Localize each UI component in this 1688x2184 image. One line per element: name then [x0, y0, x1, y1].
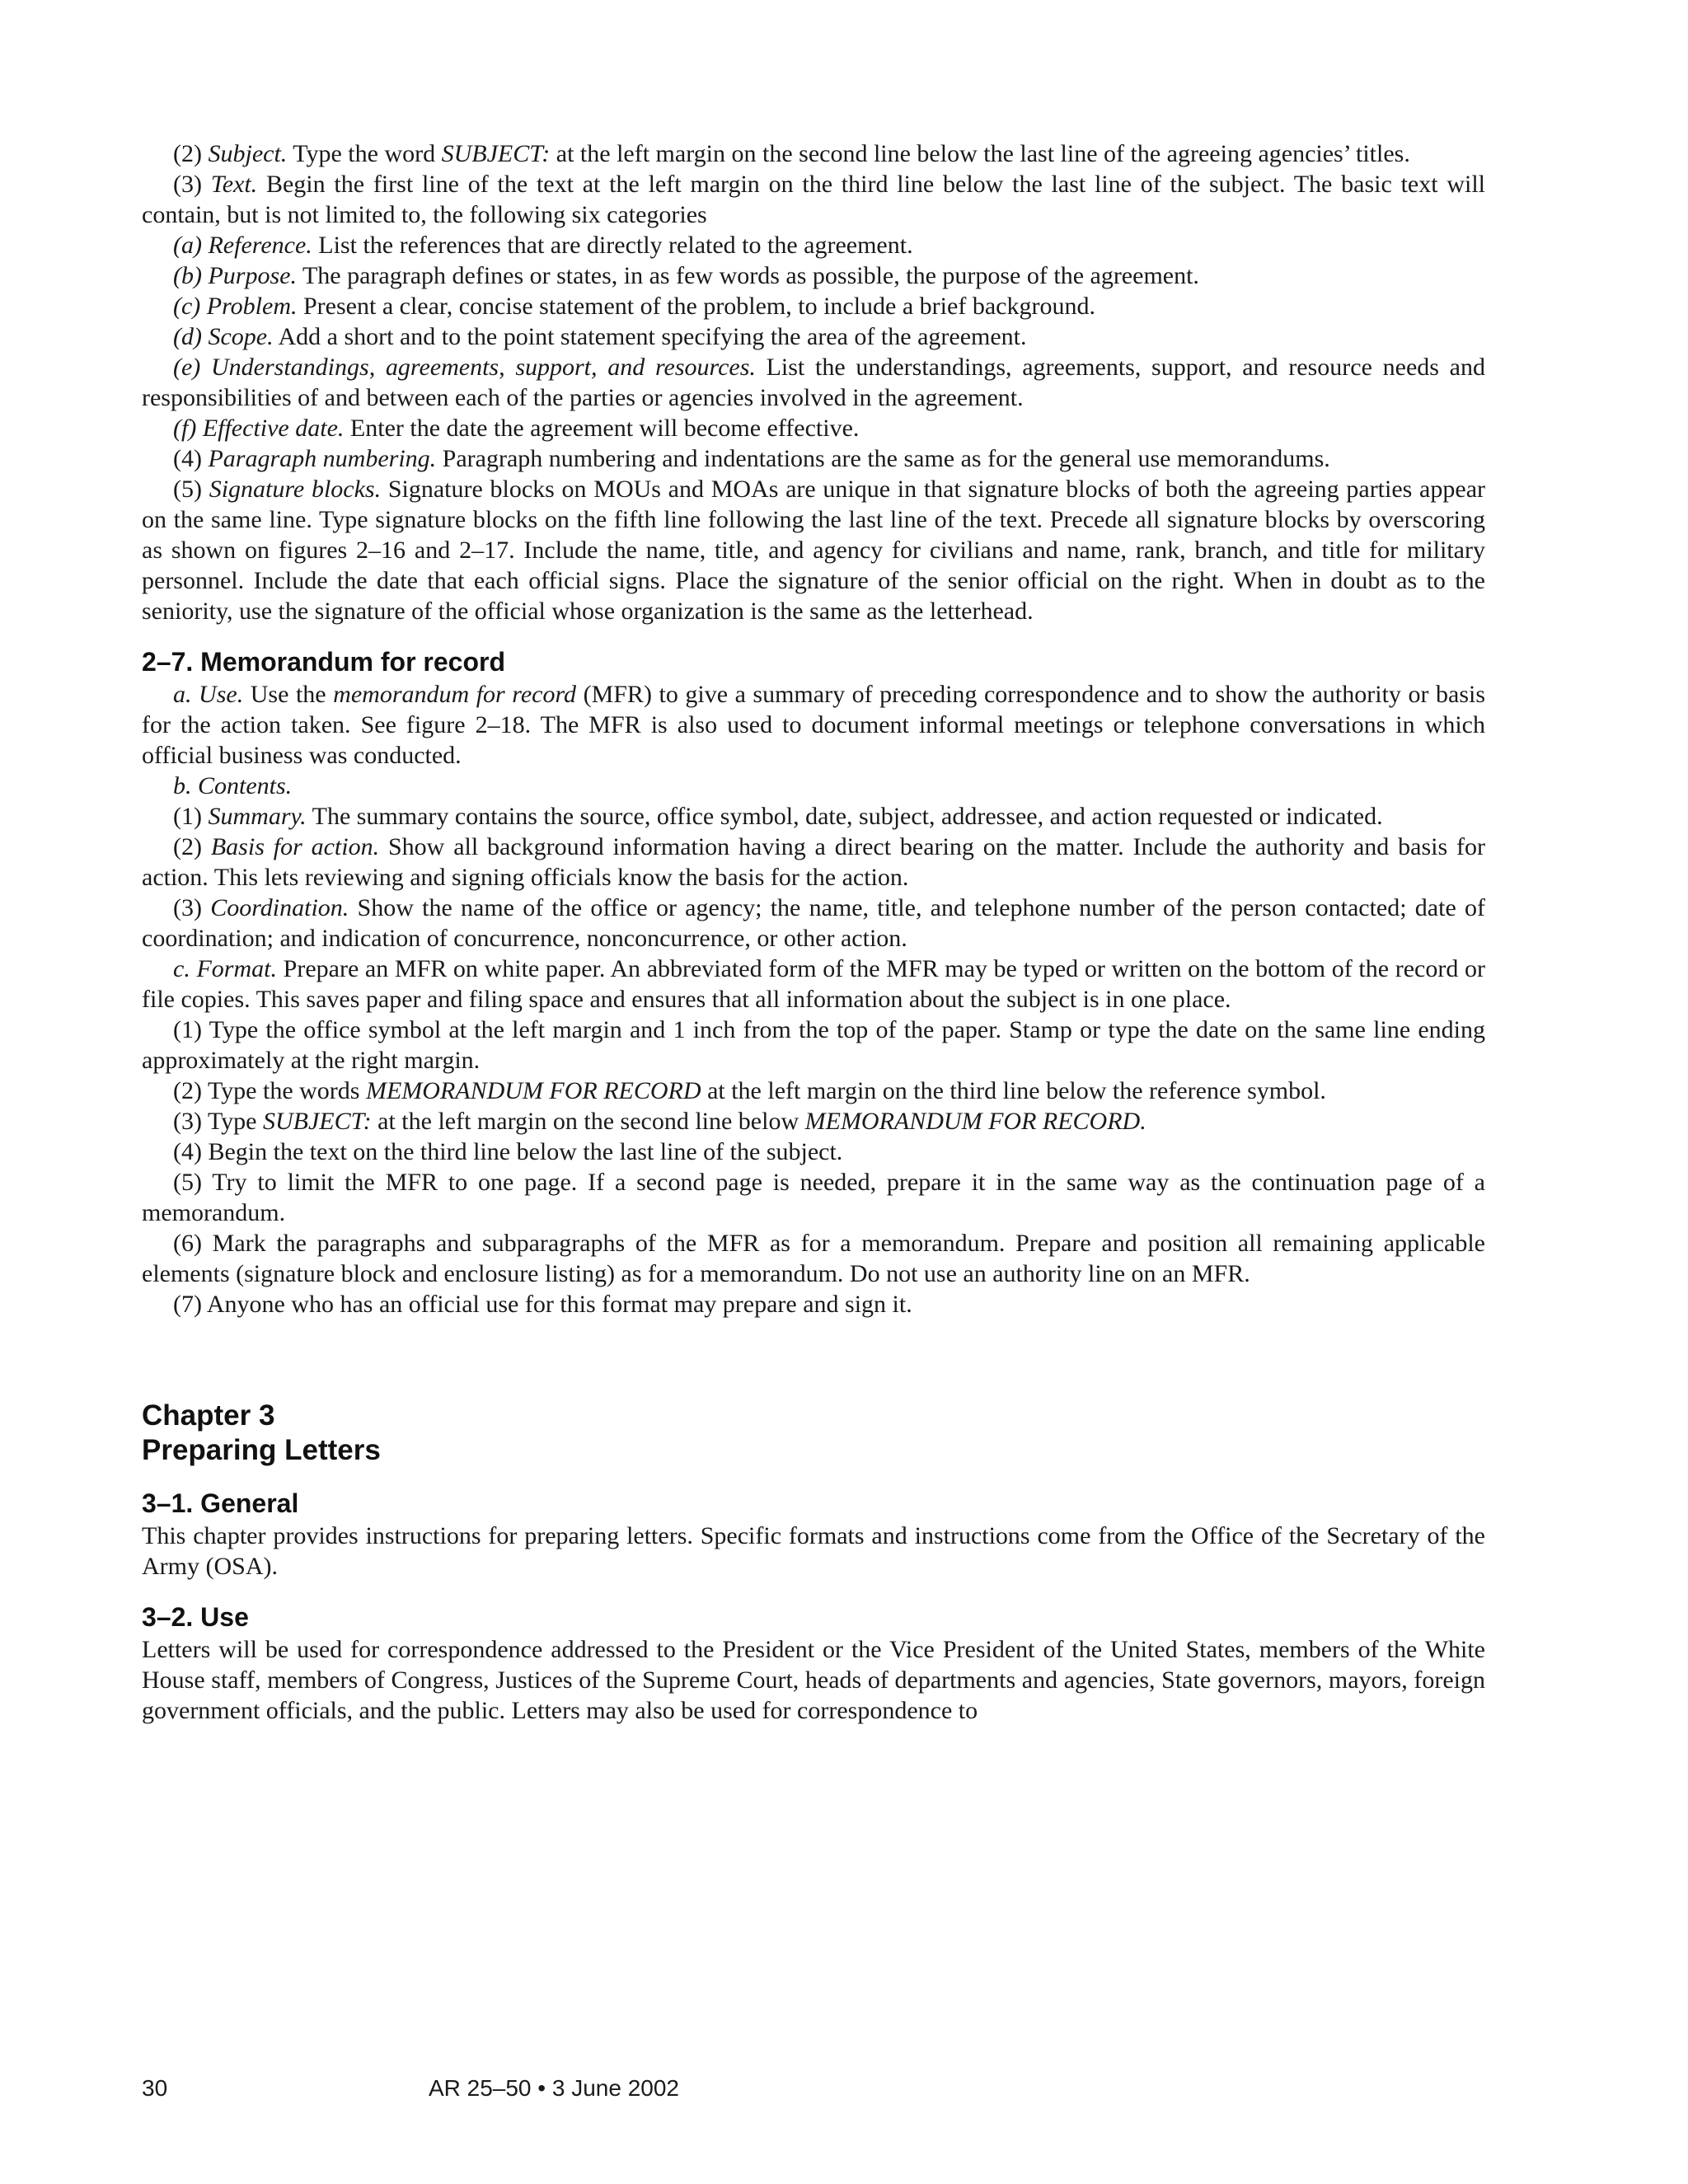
- paragraph-number: (2): [173, 140, 209, 167]
- italic-text: MEMORANDUM FOR RECORD.: [804, 1108, 1146, 1135]
- italic-text: SUBJECT:: [262, 1108, 372, 1135]
- paragraph-text: at the left margin on the second line below: [371, 1108, 805, 1135]
- paragraph-heading: (f) Effective date.: [173, 415, 345, 442]
- paragraph-heading: (d) Scope.: [173, 323, 274, 350]
- paragraph-number: (4): [173, 445, 209, 472]
- paragraph-heading: (a) Reference.: [173, 232, 312, 259]
- paragraph: [142, 413, 1485, 443]
- paragraph: [142, 1289, 1485, 1319]
- paragraph-number: (2): [173, 833, 211, 860]
- paragraph: [142, 771, 1485, 801]
- paragraph-text: Paragraph numbering and indentations are the same as for the general use memorandums.: [436, 445, 1330, 472]
- paragraph-text: List the references that are directly related to the agreement.: [312, 232, 913, 259]
- paragraph: This chapter provides instructions for preparing letters. Specific formats and instructions come from the Office of the Secretary of the Army (OSA).: [142, 1522, 1485, 1580]
- page-body: [142, 138, 1485, 1726]
- paragraph-text: (2) Type the words: [173, 1077, 366, 1104]
- paragraph: [142, 169, 1485, 230]
- page-footer: [142, 2075, 1485, 2108]
- paragraph-text: Begin the first line of the text at the left margin on the third line below the last line of the subject. The basic text will contain, but is not limited to, the following six categories: [142, 171, 1486, 228]
- paragraph-heading: (c) Problem.: [173, 293, 298, 320]
- paragraph-text: Present a clear, concise statement of the problem, to include a brief background.: [297, 293, 1095, 320]
- paragraph: [142, 138, 1485, 169]
- paragraph-text: Enter the date the agreement will become effective.: [344, 415, 860, 442]
- chapter-heading-line: Chapter 3: [142, 1399, 275, 1432]
- paragraph-text: (MFR) to give a summary of preceding correspondence and to show the authority or basis for the action taken. See figure 2–18. The MFR is also used to document informal meetings or telephone conversations in which official business was conducted.: [142, 681, 1486, 769]
- paragraph-text: (6) Mark the paragraphs and subparagraphs of the MFR as for a memorandum. Prepare and position all remaining applicable elements (signature block and enclosure listing) as for a memorandum. Do not use an authority line on an MFR.: [142, 1230, 1485, 1287]
- paragraph-heading: Coordination.: [210, 894, 349, 921]
- chapter-heading-line: Preparing Letters: [142, 1434, 381, 1466]
- document-identifier: AR 25–50 • 3 June 2002: [428, 2075, 680, 2101]
- paragraph-heading: Subject.: [208, 140, 288, 167]
- paragraph-text: List the understandings, agreements, support, and resource needs and responsibilities of and between each of the parties or agencies involved in the agreement.: [142, 354, 1485, 411]
- section-heading: 2–7. Memorandum for record: [142, 647, 505, 677]
- paragraph-text: The paragraph defines or states, in as few words as possible, the purpose of the agreement.: [296, 262, 1199, 289]
- paragraph-text: at the left margin on the third line below the reference symbol.: [701, 1077, 1326, 1104]
- paragraph: Letters will be used for correspondence addressed to the President or the Vice President of the United States, members of the White House staff, members of Congress, Justices of the Supreme Court, heads of departments and agencies, State governors, mayors, foreign government officials, and the public. Letters may also be used for correspondence to: [142, 1636, 1485, 1724]
- section-heading: 3–2. Use: [142, 1602, 249, 1632]
- paragraph-number: (1): [173, 803, 209, 830]
- paragraph-heading: b. Contents.: [173, 772, 293, 799]
- paragraph-text: (4) Begin the text on the third line below the last line of the subject.: [173, 1138, 843, 1165]
- italic-text: SUBJECT:: [441, 140, 551, 167]
- page-number: 30: [142, 2075, 168, 2101]
- paragraph: [142, 291, 1485, 321]
- paragraph-text: The summary contains the source, office symbol, date, subject, addressee, and action requested or indicated.: [306, 803, 1383, 830]
- paragraph-heading: (e) Understandings, agreements, support, and resources.: [173, 354, 756, 381]
- paragraph: [142, 801, 1485, 832]
- paragraph: [142, 679, 1485, 771]
- paragraph: [142, 1106, 1485, 1137]
- paragraph-number: (3): [173, 171, 211, 198]
- paragraph-text: (3) Type: [173, 1108, 263, 1135]
- paragraph-heading: Paragraph numbering.: [208, 445, 437, 472]
- paragraph-text: (7) Anyone who has an official use for this format may prepare and sign it.: [173, 1291, 912, 1318]
- paragraph: [142, 893, 1485, 954]
- paragraph-number: (3): [173, 894, 211, 921]
- paragraph-text: Show the name of the office or agency; the name, title, and telephone number of the person contacted; date of coordination; and indication of concurrence, nonconcurrence, or other action.: [142, 894, 1485, 952]
- paragraph-heading: Basis for action.: [210, 833, 380, 860]
- paragraph: [142, 321, 1485, 352]
- paragraph-heading: a. Use.: [173, 681, 244, 708]
- paragraph-text: Show all background information having a direct bearing on the matter. Include the authority and basis for action. This lets reviewing and signing officials know the basis for the action.: [142, 833, 1486, 891]
- paragraph: [142, 954, 1485, 1015]
- paragraph-text: (1) Type the office symbol at the left margin and 1 inch from the top of the paper. Stamp or type the date on the same line ending approximately at the right margin.: [142, 1016, 1485, 1074]
- chapter-heading: [142, 1399, 1485, 1468]
- paragraph-heading: Signature blocks.: [209, 476, 382, 503]
- paragraph: [142, 352, 1485, 413]
- paragraph-heading: c. Format.: [173, 955, 277, 982]
- italic-text: memorandum for record: [333, 681, 577, 708]
- italic-text: MEMORANDUM FOR RECORD: [365, 1077, 701, 1104]
- paragraph: [142, 230, 1485, 260]
- paragraph-text: Signature blocks on MOUs and MOAs are unique in that signature blocks of both the agreeing parties appear on the same line. Type signature blocks on the fifth line following the last line of the text. Precede all signature blocks by overscoring as shown on figures 2–16 and 2–17. Include the name, title, and agency for civilians and name, rank, branch, and title for military personnel. Include the date that each official signs. Place the signature of the senior official on the right. When in doubt as to the seniority, use the signature of the official whose organization is the same as the letterhead.: [142, 476, 1485, 625]
- paragraph-text: at the left margin on the second line below the last line of the agreeing agencies’ titles.: [550, 140, 1410, 167]
- paragraph: [142, 1015, 1485, 1076]
- paragraph: [142, 1228, 1485, 1289]
- paragraph: [142, 260, 1485, 291]
- paragraph-text: Prepare an MFR on white paper. An abbreviated form of the MFR may be typed or written on the bottom of the record or file copies. This saves paper and filing space and ensures that all information about the subject is in one place.: [142, 955, 1485, 1013]
- paragraph: [142, 832, 1485, 893]
- section-heading: 3–1. General: [142, 1488, 299, 1518]
- paragraph-text: Type the word: [287, 140, 442, 167]
- paragraph: [142, 1167, 1485, 1228]
- paragraph-text: (5) Try to limit the MFR to one page. If a second page is needed, prepare it in the same way as the continuation page of a memorandum.: [142, 1169, 1485, 1226]
- paragraph-heading: Text.: [210, 171, 258, 198]
- paragraph-heading: (b) Purpose.: [173, 262, 297, 289]
- paragraph: [142, 443, 1485, 474]
- paragraph: [142, 474, 1485, 626]
- paragraph-number: (5): [173, 476, 209, 503]
- paragraph-text: Use the: [243, 681, 334, 708]
- paragraph: [142, 1076, 1485, 1106]
- paragraph-text: Add a short and to the point statement specifying the area of the agreement.: [273, 323, 1027, 350]
- paragraph: [142, 1137, 1485, 1167]
- paragraph-heading: Summary.: [208, 803, 307, 830]
